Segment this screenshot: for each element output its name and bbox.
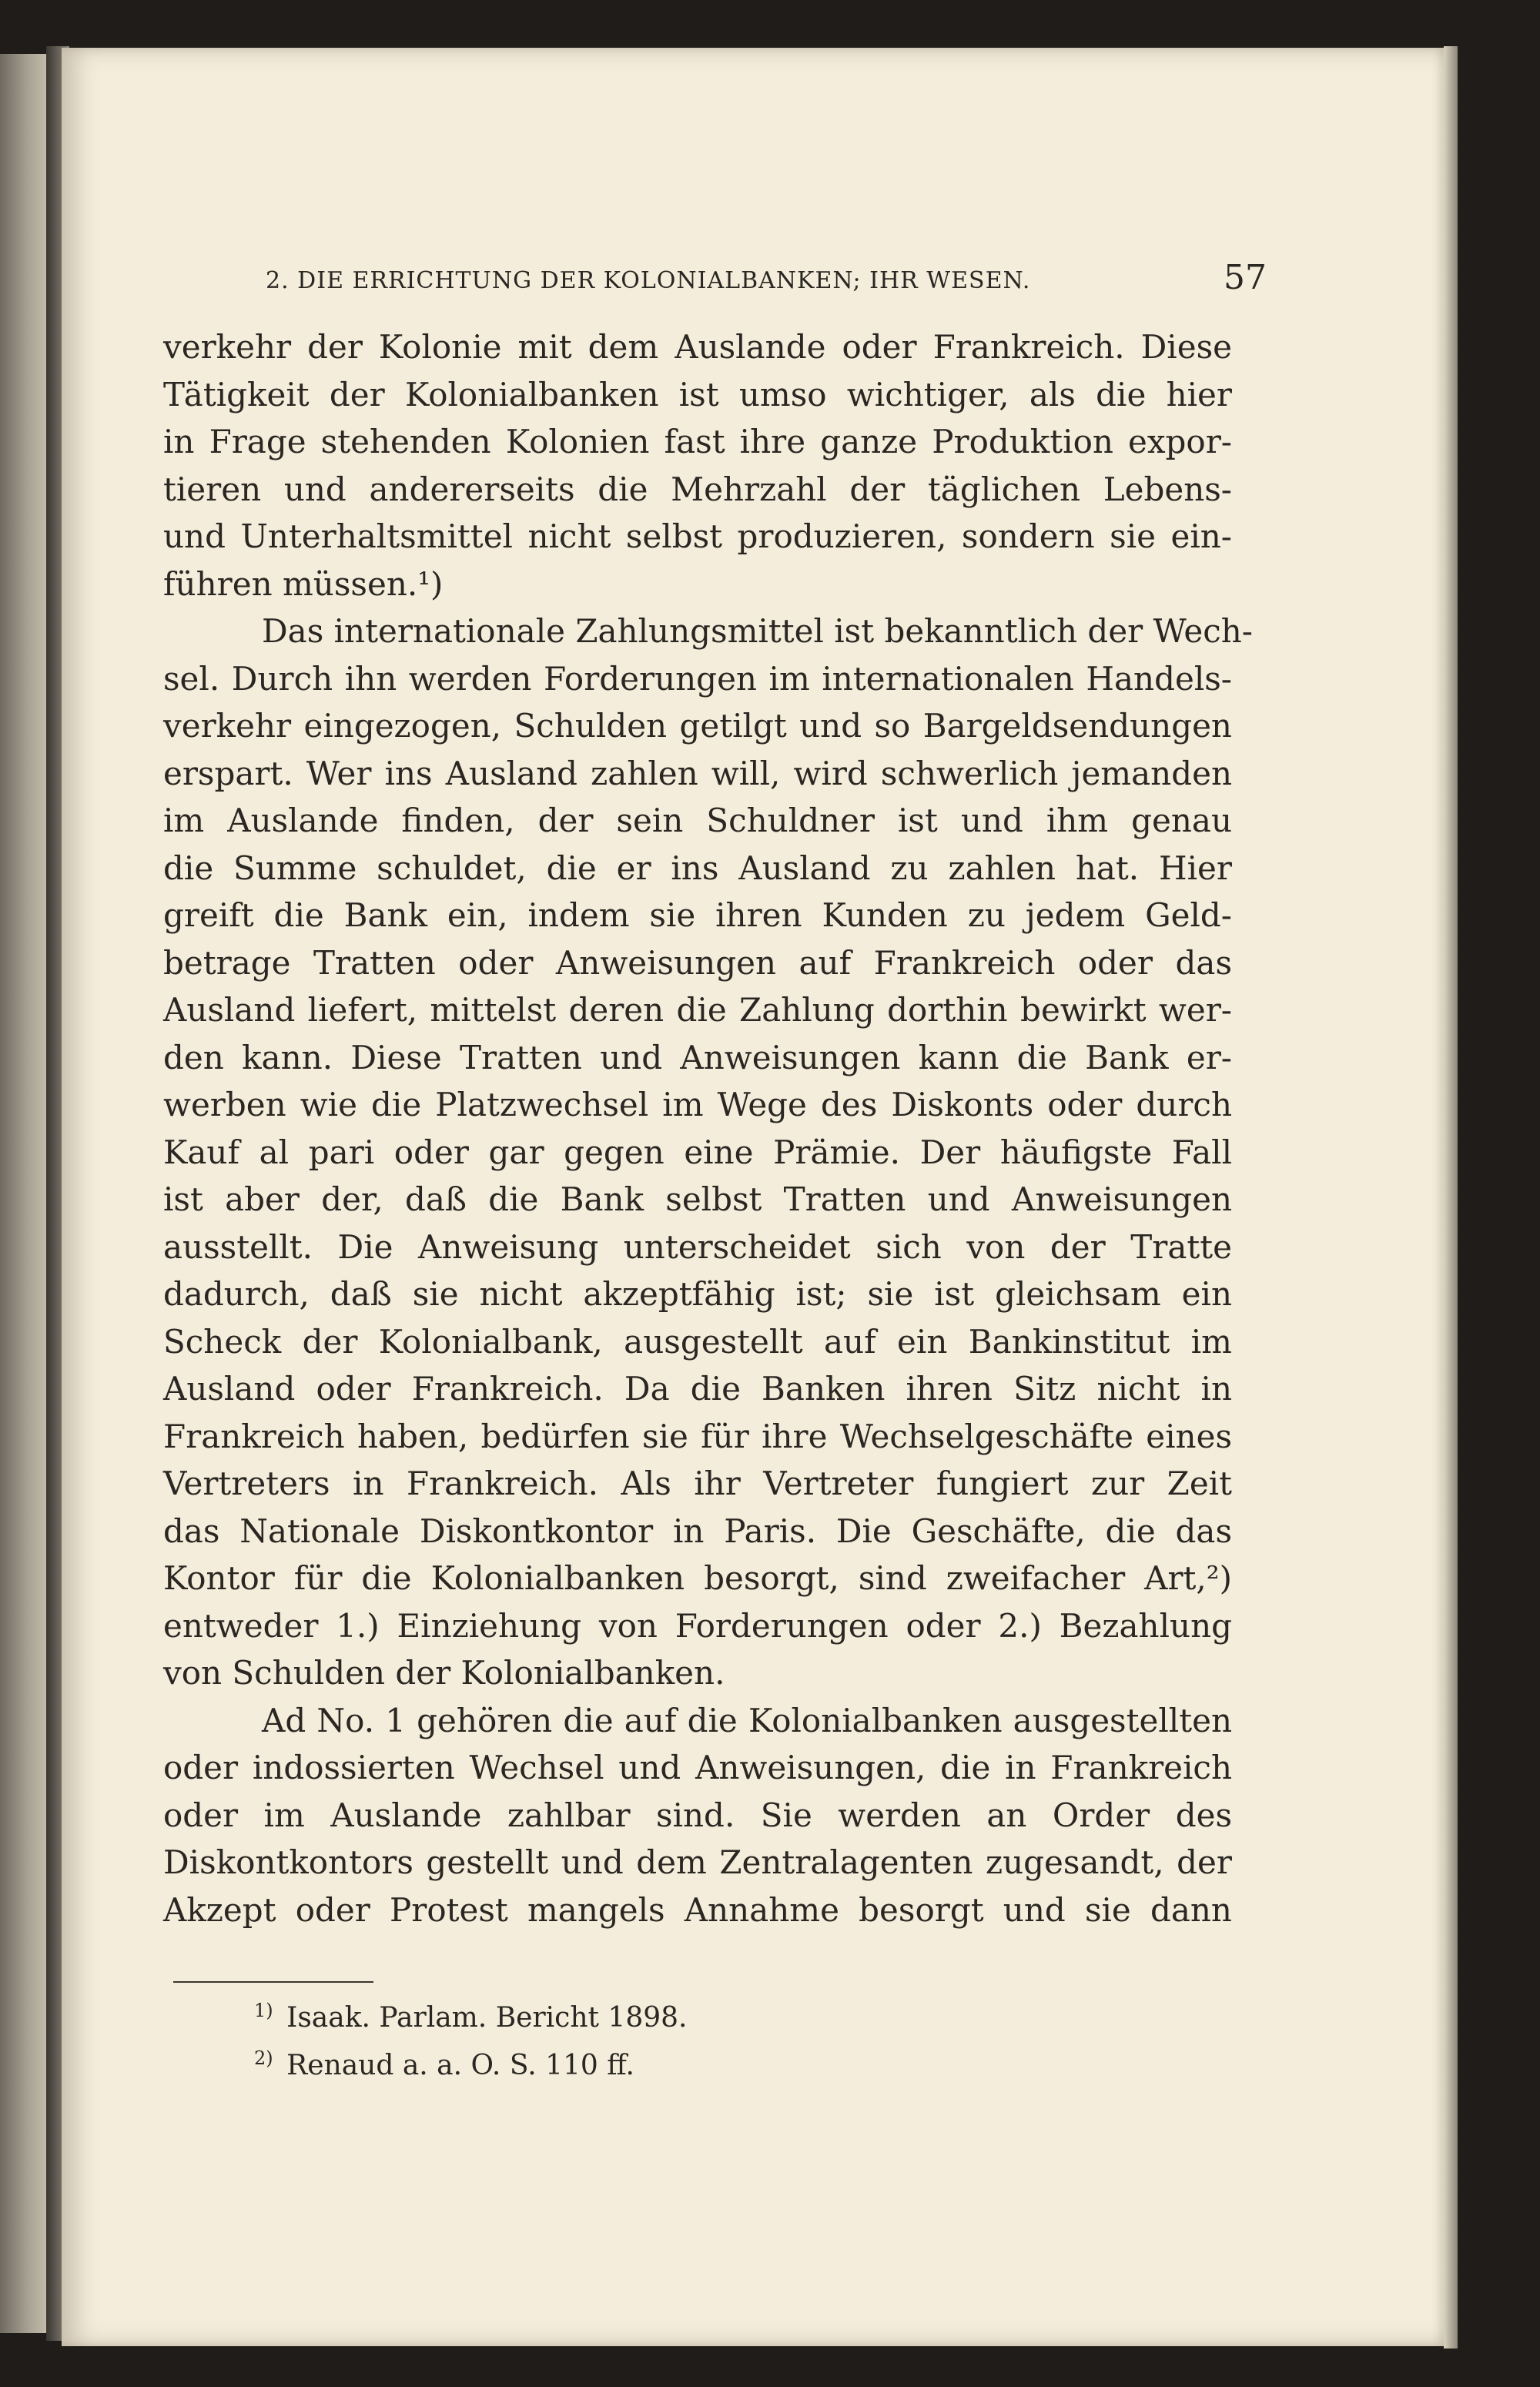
text-line: oder im Auslande zahlbar sind. Sie werden an Order des bbox=[163, 1796, 1232, 1834]
text-line: im Auslande finden, der sein Schuldner ist und ihm genau bbox=[163, 802, 1232, 839]
footnote-mark: 1) bbox=[254, 2000, 273, 2021]
footnotes bbox=[254, 1990, 1178, 2086]
text-line: die Summe schuldet, die er ins Ausland zu zahlen hat. Hier bbox=[163, 849, 1232, 887]
text-line: oder indossierten Wechsel und Anweisungen, die in Frankreich bbox=[163, 1749, 1232, 1786]
text-line: greift die Bank ein, indem sie ihren Kunden zu jedem Geld- bbox=[163, 896, 1232, 934]
footnote bbox=[254, 1990, 1178, 2038]
text-line: von Schulden der Kolonialbanken. bbox=[163, 1654, 725, 1692]
footnote-rule bbox=[173, 1981, 373, 1983]
text-line: Ad No. 1 gehören die auf die Kolonialbanken ausgestellten bbox=[262, 1701, 1232, 1739]
text-line: Akzept oder Protest mangels Annahme besorgt und sie dann bbox=[163, 1890, 1232, 1929]
text-line: Tätigkeit der Kolonialbanken ist umso wichtiger, als die hier bbox=[163, 375, 1232, 413]
body-text bbox=[163, 323, 1253, 1933]
footnote-text: Renaud a. a. O. S. 110 ff. bbox=[286, 2050, 634, 2081]
text-line: erspart. Wer ins Ausland zahlen will, wird schwerlich jemanden bbox=[163, 754, 1232, 792]
text-line: das Nationale Diskontkontor in Paris. Die Geschäfte, die das bbox=[163, 1512, 1232, 1550]
footnote-text: Isaak. Parlam. Bericht 1898. bbox=[286, 2002, 688, 2034]
text-line: Diskontkontors gestellt und dem Zentralagenten zugesandt, der bbox=[163, 1843, 1232, 1881]
text-line: Frankreich haben, bedürfen sie für ihre Wechselgeschäfte eines bbox=[163, 1417, 1232, 1455]
text-line: Kauf al pari oder gar gegen eine Prämie. Der häufigste Fall bbox=[163, 1133, 1232, 1171]
text-line: entweder 1.) Einziehung von Forderungen oder 2.) Bezahlung bbox=[163, 1606, 1232, 1645]
text-line: verkehr der Kolonie mit dem Auslande oder Frankreich. Diese bbox=[163, 328, 1232, 366]
footnote-mark: 2) bbox=[254, 2047, 273, 2069]
running-head: 2. DIE ERRICHTUNG DER KOLONIALBANKEN; IHR WESEN. bbox=[266, 267, 1031, 294]
text-line: in Frage stehenden Kolonien fast ihre ganze Produktion expor- bbox=[163, 423, 1232, 460]
text-line: und Unterhaltsmittel nicht selbst produzieren, sondern sie ein- bbox=[163, 517, 1232, 555]
text-line: ist aber der, daß die Bank selbst Tratten und Anweisungen bbox=[163, 1180, 1232, 1218]
footnote bbox=[254, 2038, 1178, 2086]
text-line: Ausland liefert, mittelst deren die Zahlung dorthin bewirkt wer- bbox=[163, 991, 1232, 1029]
text-line: Vertreters in Frankreich. Als ihr Vertreter fungiert zur Zeit bbox=[163, 1465, 1232, 1502]
text-line: Scheck der Kolonialbank, ausgestellt auf ein Bankinstitut im bbox=[163, 1322, 1232, 1361]
text-line: Kontor für die Kolonialbanken besorgt, sind zweifacher Art,²) bbox=[163, 1559, 1232, 1597]
text-line: sel. Durch ihn werden Forderungen im internationalen Handels- bbox=[163, 659, 1232, 698]
page-stack-edge bbox=[1444, 46, 1458, 2348]
text-line: tieren und andererseits die Mehrzahl der täglichen Lebens- bbox=[163, 470, 1232, 508]
text-line: ausstellt. Die Anweisung unterscheidet sich von der Tratte bbox=[163, 1227, 1232, 1266]
text-line: verkehr eingezogen, Schulden getilgt und so Bargeldsendungen bbox=[163, 707, 1232, 745]
text-line: betrage Tratten oder Anweisungen auf Frankreich oder das bbox=[163, 943, 1232, 982]
text-line: werben wie die Platzwechsel im Wege des Diskonts oder durch bbox=[163, 1086, 1232, 1123]
text-line: dadurch, daß sie nicht akzeptfähig ist; sie ist gleichsam ein bbox=[163, 1275, 1232, 1313]
text-line: Ausland oder Frankreich. Da die Banken ihren Sitz nicht in bbox=[163, 1370, 1232, 1408]
text-line: Das internationale Zahlungsmittel ist bekanntlich der Wech- bbox=[262, 612, 1253, 650]
text-line: führen müssen.¹) bbox=[163, 564, 444, 603]
page-number: 57 bbox=[1224, 258, 1267, 297]
text-line: den kann. Diese Tratten und Anweisungen kann die Bank er- bbox=[163, 1038, 1232, 1076]
page-header bbox=[266, 258, 1267, 304]
